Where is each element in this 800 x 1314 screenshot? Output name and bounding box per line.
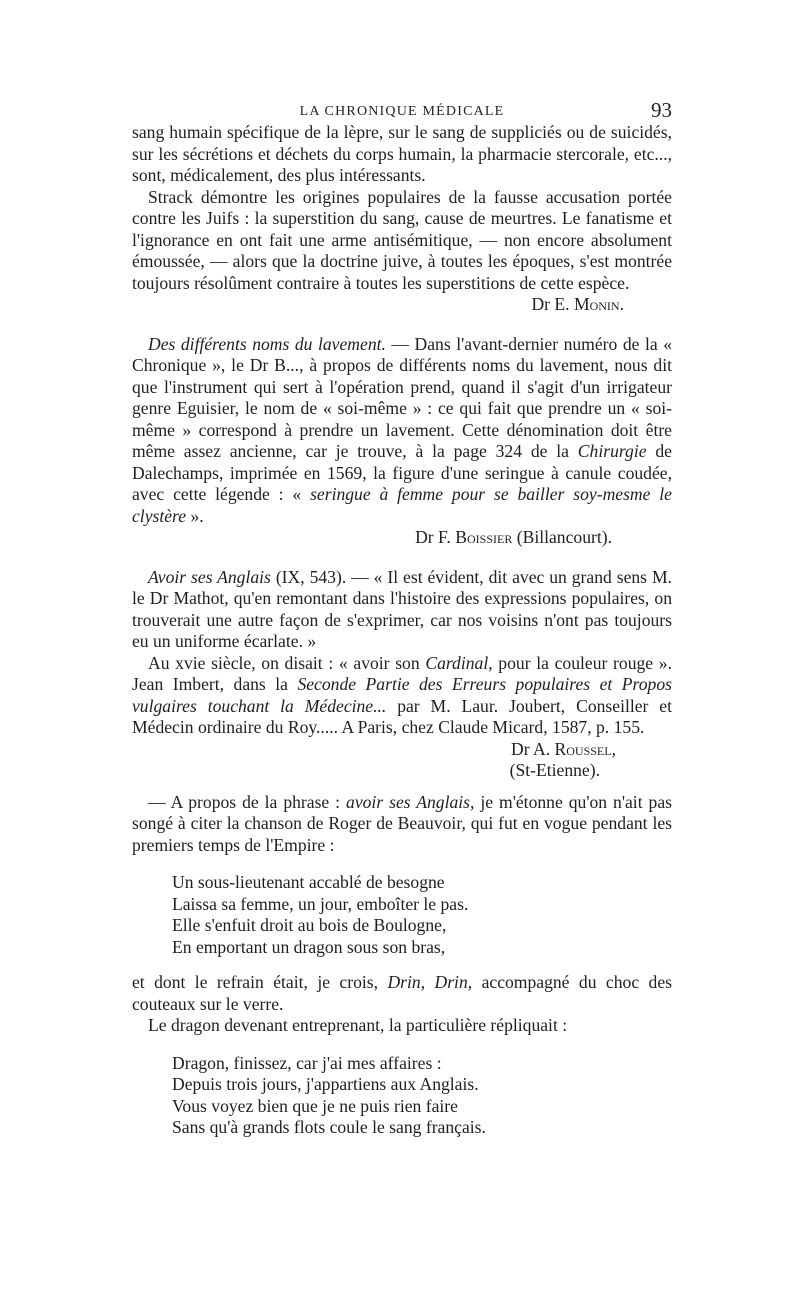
signature-name: Boissier — [455, 527, 513, 547]
signature-name: Monin. — [573, 294, 624, 314]
refrain: Drin, Drin, — [387, 972, 473, 992]
signature-prefix: Dr A. — [511, 738, 551, 759]
signature — [132, 527, 672, 549]
paragraph: et dont le refrain était, je crois, Drin, Drin, accompagné du choc des couteaux sur le verre. — [132, 972, 672, 1014]
article-title: Des différents noms du lavement. — [148, 333, 386, 354]
article-avoir-ses-anglais — [132, 567, 672, 782]
running-header — [132, 98, 672, 122]
article-title: Avoir ses Anglais — [148, 566, 271, 587]
signature — [132, 294, 672, 316]
signature-prefix: Dr E. — [531, 294, 570, 314]
book-page — [132, 98, 672, 1153]
verse-stanza-2 — [172, 1053, 672, 1139]
running-title: LA CHRONIQUE MÉDICALE — [299, 104, 505, 119]
paragraph: Avoir ses Anglais (IX, 543). — « Il est évident, dit avec un grand sens M. le Dr Mathot, qu'en remontant dans l'histoire des expressions populaires, on trouverait une autre façon de s'exprimer, car nos voisins n'ont pas toujours eu un uniforme écarlate. » — [132, 566, 672, 651]
signature — [132, 739, 672, 761]
verse-stanza-1 — [172, 872, 672, 958]
book-title: Seconde Partie des Erreurs populaires et Propos vulgaires touchant la Médecine... — [132, 674, 672, 716]
signature-name: Roussel, — [554, 738, 616, 759]
signature-place: (St-Etienne). — [509, 760, 600, 780]
paragraph: — A propos de la phrase : avoir ses Anglais, je m'étonne qu'on n'ait pas songé à citer la chanson de Roger de Beauvoir, qui fut en vogue pendant les premiers temps de l'Empire : — [132, 791, 672, 855]
page-number: 93 — [651, 98, 672, 122]
verse-line: Elle s'enfuit droit au bois de Boulogne, — [172, 915, 447, 935]
legend-quote: seringue à femme pour se bailler soy-mesme le clystère — [132, 484, 672, 526]
verse-line: Un sous-lieutenant accablé de besogne — [172, 872, 445, 892]
book-title: Chirurgie — [577, 441, 647, 461]
verse-line: Laissa sa femme, un jour, emboîter le pas. — [172, 893, 469, 914]
verse-line: Dragon, finissez, car j'ai mes affaires : — [172, 1052, 442, 1073]
phrase-quote: avoir ses Anglais, — [346, 791, 475, 812]
verse-line: En emportant un dragon sous son bras, — [172, 936, 446, 957]
verse-line: Depuis trois jours, j'appartiens aux Anglais. — [172, 1074, 479, 1094]
signature-prefix: Dr F. — [415, 527, 451, 547]
paragraph: Des différents noms du lavement. — Dans l'avant-dernier numéro de la « Chronique », le Dr B..., à propos de différents noms du lavement, nous dit que l'instrument qui sert à l'opération prend, quand il s'agit d'un irrigateur genre Eguisier, le nom de « soi-même » : ce qui fait que prendre un « soi-même » correspond à prendre un lavement. Cette dénomination doit être même assez ancienne, car je trouve, à la page 324 de la Chirurgie de Dalechamps, imprimée en 1569, la figure d'une seringue à canule coudée, avec cette légende : « seringue à femme pour se bailler soy-mesme le clystère ». — [132, 333, 672, 526]
article-chanson — [132, 792, 672, 1139]
cardinal-term: Cardinal — [425, 652, 489, 673]
article-blood-superstition — [132, 122, 672, 316]
article-lavement — [132, 334, 672, 549]
signature-place: (Billancourt). — [512, 527, 612, 547]
paragraph: Au xvie siècle, on disait : « avoir son Cardinal, pour la couleur rouge ». Jean Imbert, dans la Seconde Partie des Erreurs populaires et Propos vulgaires touchant la Médecine... par M. Laur. Joubert, Conseiller et Médecin ordinaire du Roy..... A Paris, chez Claude Micard, 1587, p. 155. — [132, 652, 672, 737]
paragraph: Le dragon devenant entreprenant, la particulière répliquait : — [148, 1015, 568, 1035]
paragraph: Strack démontre les origines populaires de la fausse accusation portée contre les Juifs : la superstition du sang, cause de meurtres. Le fanatisme et l'ignorance en ont fait une arme antisémitique, — non encore absolument émoussée, — alors que la doctrine juive, à toutes les époques, s'est montrée toujours résolûment contraire à toutes les superstitions de cette espèce. — [132, 186, 672, 293]
verse-line: Sans qu'à grands flots coule le sang français. — [172, 1117, 486, 1137]
paragraph: sang humain spécifique de la lèpre, sur le sang de suppliciés ou de suicidés, sur les sécrétions et déchets du corps humain, la pharmacie stercorale, etc..., sont, médicalement, des plus intéressants. — [132, 122, 672, 185]
verse-line: Vous voyez bien que je ne puis rien faire — [172, 1095, 458, 1116]
